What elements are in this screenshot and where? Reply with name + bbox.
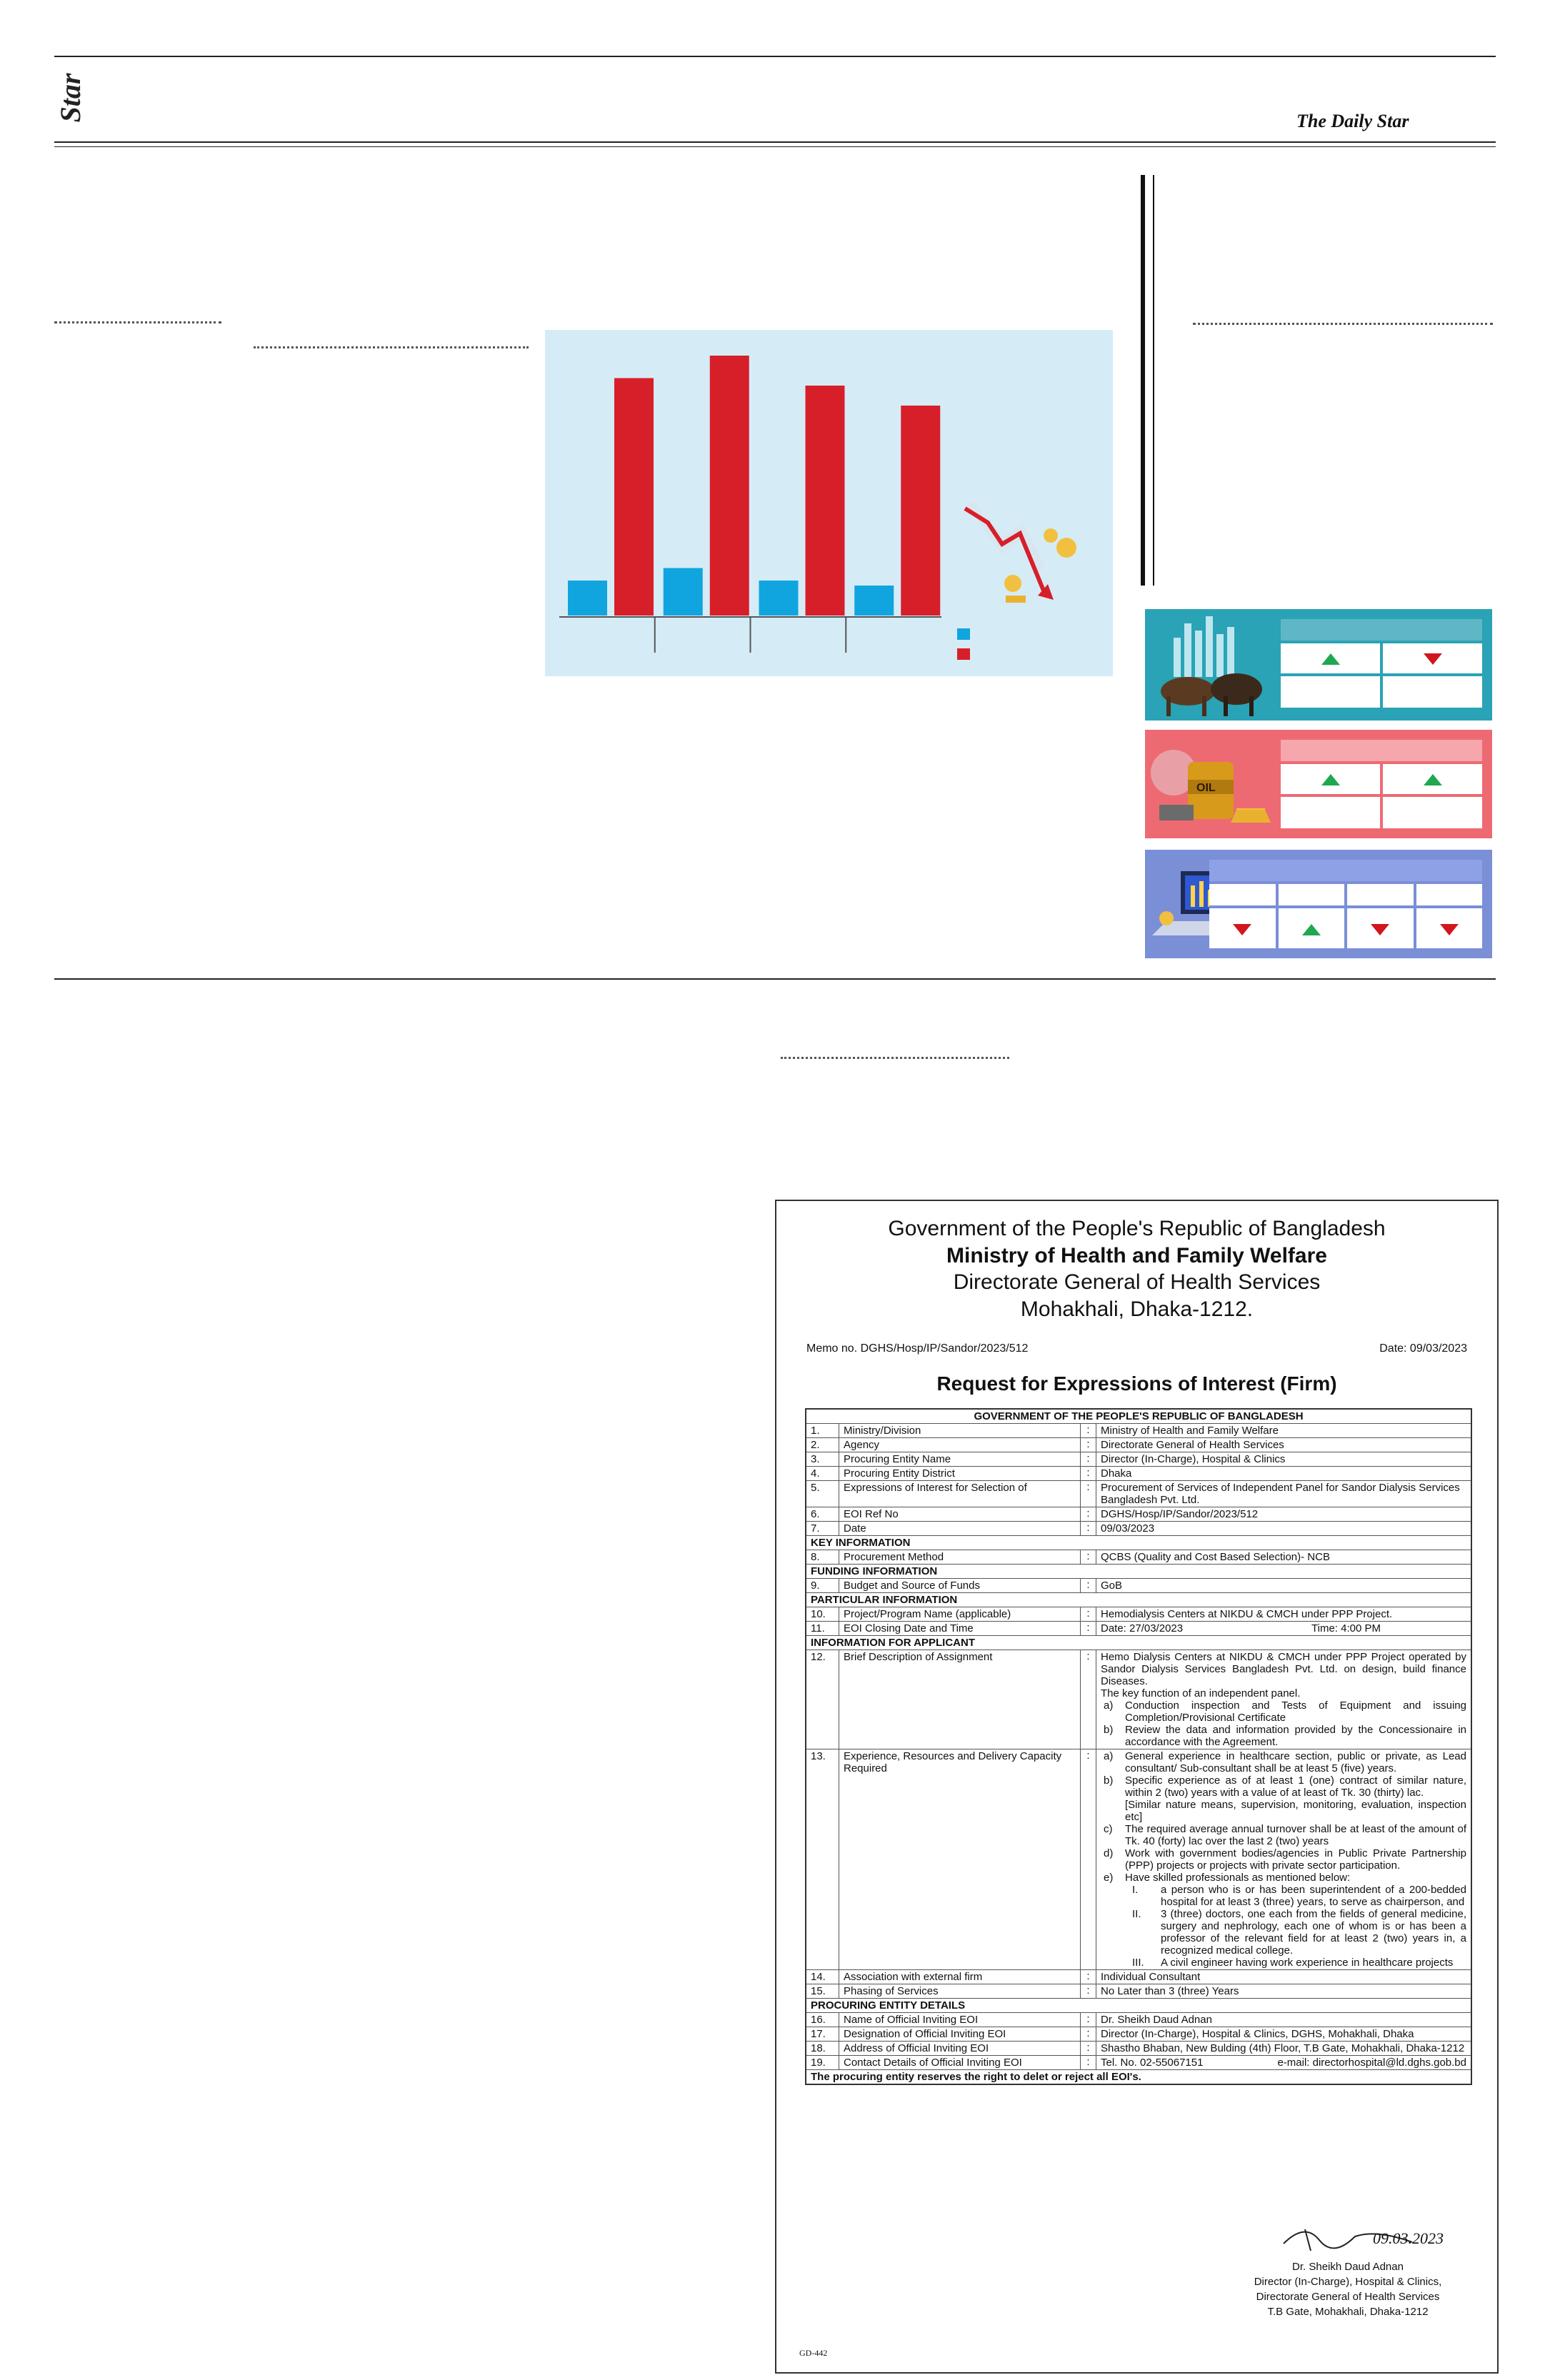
list-item bbox=[1101, 1847, 1466, 1872]
row-no: 17. bbox=[806, 2027, 839, 2041]
row-value bbox=[1096, 1650, 1471, 1749]
row-label: Procurement Method bbox=[839, 1550, 1081, 1564]
declining-arrow-icon bbox=[965, 501, 1076, 603]
table-row bbox=[806, 1550, 1471, 1565]
list-subitem bbox=[1101, 1908, 1466, 1957]
list-item bbox=[1101, 1774, 1466, 1823]
market-table bbox=[1281, 740, 1482, 828]
row-no: 6. bbox=[806, 1507, 839, 1521]
eoi-notice bbox=[775, 1200, 1499, 2374]
top-rule bbox=[54, 56, 1496, 57]
assignment-description: Hemo Dialysis Centers at NIKDU & CMCH under PPP Project operated by Sandor Dialysis Services Bangladesh Pvt. Ltd. on design, build finance Diseases. bbox=[1101, 1651, 1466, 1687]
table-row bbox=[806, 1622, 1471, 1636]
table-header: GOVERNMENT OF THE PEOPLE'S REPUBLIC OF BANGLADESH bbox=[974, 1410, 1304, 1422]
side-logo: Star bbox=[54, 73, 86, 123]
row-value: Director (In-Charge), Hospital & Clinics, DGHS, Mohakhali, Dhaka bbox=[1101, 2028, 1414, 2040]
list-item bbox=[1101, 1823, 1466, 1847]
row-colon: : bbox=[1081, 1424, 1096, 1437]
bar bbox=[614, 378, 654, 616]
table-row bbox=[806, 2027, 1471, 2042]
row-no: 8. bbox=[806, 1550, 839, 1564]
row-value: DGHS/Hosp/IP/Sandor/2023/512 bbox=[1101, 1508, 1259, 1520]
market-table-header bbox=[1281, 740, 1482, 761]
list-text: Specific experience as of at least 1 (one) contract of similar nature, within 2 (two) years with a value of at least of Tk. 30 (thirty) lac. bbox=[1125, 1774, 1466, 1799]
row-value: Procurement of Services of Independent Panel for Sandor Dialysis Services Bangladesh Pvt. Ltd. bbox=[1101, 1482, 1460, 1506]
arrow-up-icon bbox=[1302, 924, 1321, 935]
masthead-brand: The Daily Star bbox=[1296, 111, 1409, 131]
legend-swatch bbox=[957, 628, 970, 640]
table-row bbox=[806, 1452, 1471, 1467]
list-tag: I. bbox=[1132, 1884, 1139, 1896]
row-no: 14. bbox=[806, 1970, 839, 1984]
arrow-up-icon bbox=[1321, 653, 1340, 665]
signature-date: 09.03.2023 bbox=[1373, 2229, 1444, 2247]
row-no: 5. bbox=[806, 1481, 839, 1507]
table-row bbox=[806, 1438, 1471, 1452]
section-particular-information: PARTICULAR INFORMATION bbox=[806, 1593, 1471, 1607]
table-row bbox=[806, 1650, 1471, 1749]
row-value bbox=[1096, 2056, 1471, 2069]
row-label: Association with external firm bbox=[839, 1970, 1081, 1984]
oil-gold-illustration bbox=[1145, 730, 1277, 838]
list-tag: II. bbox=[1132, 1908, 1141, 1920]
row-value: Hemodialysis Centers at NIKDU & CMCH under PPP Project. bbox=[1101, 1608, 1393, 1620]
row-colon: : bbox=[1081, 1550, 1096, 1564]
notice-head-1: Government of the People's Republic of Bangladesh bbox=[888, 1217, 1386, 1240]
row-colon: : bbox=[1081, 1650, 1096, 1749]
market-cell bbox=[1347, 884, 1414, 905]
bar bbox=[901, 406, 940, 616]
assignment-key-function: The key function of an independent panel. bbox=[1101, 1687, 1301, 1699]
list-tag: b) bbox=[1104, 1774, 1114, 1787]
row-colon: : bbox=[1081, 1452, 1096, 1466]
bar-chart bbox=[545, 330, 1113, 676]
row-value: QCBS (Quality and Cost Based Selection)- NCB bbox=[1101, 1551, 1330, 1563]
market-cell bbox=[1279, 908, 1345, 948]
row-label: Designation of Official Inviting EOI bbox=[839, 2027, 1081, 2041]
row-label: Brief Description of Assignment bbox=[839, 1650, 1081, 1749]
notice-head-3: Directorate General of Health Services bbox=[953, 1270, 1321, 1294]
market-cell bbox=[1383, 676, 1482, 708]
row-label: Ministry/Division bbox=[839, 1424, 1081, 1437]
list-item bbox=[1101, 1750, 1466, 1774]
row-label: Name of Official Inviting EOI bbox=[839, 2013, 1081, 2027]
signer-name: Dr. Sheikh Daud Adnan bbox=[1292, 2261, 1404, 2273]
signer-line-1: Director (In-Charge), Hospital & Clinics, bbox=[1254, 2276, 1442, 2288]
row-label: Experience, Resources and Delivery Capacity Required bbox=[839, 1749, 1081, 1969]
row-no: 15. bbox=[806, 1984, 839, 1998]
arrow-up-icon bbox=[1321, 774, 1340, 785]
row-value: Ministry of Health and Family Welfare bbox=[1101, 1425, 1279, 1437]
row-colon: : bbox=[1081, 2042, 1096, 2055]
row-label: Contact Details of Official Inviting EOI bbox=[839, 2056, 1081, 2069]
row-colon: : bbox=[1081, 1467, 1096, 1480]
arrow-down-icon bbox=[1440, 924, 1459, 935]
masthead-rule-thin bbox=[54, 146, 1496, 147]
row-label: Procuring Entity Name bbox=[839, 1452, 1081, 1466]
list-text: The required average annual turnover shall be at least of the amount of Tk. 40 (forty) lac over the last 2 (two) years bbox=[1125, 1823, 1466, 1847]
market-table-header bbox=[1209, 860, 1482, 881]
vertical-rule bbox=[1141, 175, 1145, 586]
row-value: GoB bbox=[1101, 1580, 1123, 1592]
row-value: Individual Consultant bbox=[1101, 1971, 1201, 1983]
forex-panel bbox=[1145, 850, 1492, 958]
row-value bbox=[1096, 1749, 1471, 1969]
row-no: 2. bbox=[806, 1438, 839, 1452]
market-cell bbox=[1209, 884, 1276, 905]
row-colon: : bbox=[1081, 1438, 1096, 1452]
list-text-note: [Similar nature means, supervision, monitoring, evaluation, inspection etc] bbox=[1125, 1799, 1466, 1823]
market-cell bbox=[1383, 643, 1482, 673]
list-tag: a) bbox=[1104, 1750, 1114, 1762]
market-cell bbox=[1347, 908, 1414, 948]
table-row bbox=[806, 1467, 1471, 1481]
list-tag: b) bbox=[1104, 1724, 1114, 1736]
table-row bbox=[806, 1481, 1471, 1507]
notice-code: GD-442 bbox=[799, 2348, 828, 2358]
bar bbox=[710, 356, 749, 616]
masthead-rule bbox=[54, 141, 1496, 143]
list-tag: a) bbox=[1104, 1699, 1114, 1712]
table-row bbox=[806, 2056, 1471, 2070]
row-label: Date bbox=[839, 1522, 1081, 1535]
table-row bbox=[806, 1579, 1471, 1593]
market-cell bbox=[1281, 643, 1380, 673]
row-label: Budget and Source of Funds bbox=[839, 1579, 1081, 1592]
row-no: 13. bbox=[806, 1749, 839, 1969]
list-tag: d) bbox=[1104, 1847, 1114, 1859]
footer-note: The procuring entity reserves the right to delet or reject all EOI's. bbox=[811, 2071, 1141, 2083]
row-no: 4. bbox=[806, 1467, 839, 1480]
row-colon: : bbox=[1081, 1970, 1096, 1984]
arrow-down-icon bbox=[1233, 924, 1251, 935]
arrow-down-icon bbox=[1371, 924, 1389, 935]
dotted-rule-chart bbox=[254, 346, 529, 348]
market-table-header bbox=[1281, 619, 1482, 641]
row-value: Dr. Sheikh Daud Adnan bbox=[1101, 2014, 1212, 2026]
row-value: Shastho Bhaban, New Bulding (4th) Floor, T.B Gate, Mohakhali, Dhaka-1212 bbox=[1101, 2042, 1465, 2054]
eoi-table bbox=[805, 1408, 1472, 2085]
section-rule bbox=[54, 978, 1496, 980]
row-no: 3. bbox=[806, 1452, 839, 1466]
row-label: EOI Ref No bbox=[839, 1507, 1081, 1521]
market-cell bbox=[1281, 676, 1380, 708]
bull-bear-illustration bbox=[1145, 609, 1277, 720]
table-row bbox=[806, 2013, 1471, 2027]
list-item bbox=[1101, 1699, 1466, 1724]
market-cell bbox=[1281, 797, 1380, 828]
list-tag: e) bbox=[1104, 1872, 1114, 1884]
row-label: Expressions of Interest for Selection of bbox=[839, 1481, 1081, 1507]
table-row bbox=[806, 1970, 1471, 1984]
row-no: 16. bbox=[806, 2013, 839, 2027]
table-row bbox=[806, 1984, 1471, 1999]
dotted-rule-notice bbox=[781, 1057, 1009, 1059]
row-colon: : bbox=[1081, 2013, 1096, 2027]
market-cell bbox=[1383, 764, 1482, 794]
row-label: Agency bbox=[839, 1438, 1081, 1452]
section-funding-information: FUNDING INFORMATION bbox=[806, 1565, 1471, 1579]
signer-line-3: T.B Gate, Mohakhali, Dhaka-1212 bbox=[1267, 2306, 1429, 2318]
closing-time: Time: 4:00 PM bbox=[1311, 1622, 1381, 1635]
row-no: 19. bbox=[806, 2056, 839, 2069]
bar-chart-panel bbox=[545, 330, 1113, 676]
market-cell bbox=[1383, 797, 1482, 828]
market-table bbox=[1281, 619, 1482, 709]
closing-date: Date: 27/03/2023 bbox=[1101, 1622, 1184, 1635]
list-subitem bbox=[1101, 1884, 1466, 1908]
vertical-rule-thin bbox=[1153, 175, 1154, 586]
bar bbox=[568, 581, 607, 616]
list-text: Work with government bodies/agencies in Public Private Partnership (PPP) projects or projects with private sector participation. bbox=[1125, 1847, 1466, 1872]
market-cell bbox=[1281, 764, 1380, 794]
bar bbox=[664, 568, 703, 616]
list-text: General experience in healthcare section, public or private, as Lead consultant/ Sub-consultant shall be at least 5 (five) years. bbox=[1125, 1750, 1466, 1774]
row-label: Project/Program Name (applicable) bbox=[839, 1607, 1081, 1621]
row-colon: : bbox=[1081, 1507, 1096, 1521]
row-no: 10. bbox=[806, 1607, 839, 1621]
list-text: a person who is or has been superintendent of a 200-bedded hospital for at least 3 (three) years, to serve as chairperson, and bbox=[1161, 1884, 1466, 1908]
section-information-for-applicant: INFORMATION FOR APPLICANT bbox=[806, 1636, 1471, 1650]
contact-email: e-mail: directorhospital@ld.dghs.gob.bd bbox=[1277, 2057, 1466, 2069]
row-colon: : bbox=[1081, 1984, 1096, 1998]
table-row bbox=[806, 1749, 1471, 1970]
market-cell bbox=[1416, 884, 1483, 905]
row-label: EOI Closing Date and Time bbox=[839, 1622, 1081, 1635]
list-tag: c) bbox=[1104, 1823, 1113, 1835]
row-label: Phasing of Services bbox=[839, 1984, 1081, 1998]
list-text: Have skilled professionals as mentioned below: bbox=[1125, 1872, 1351, 1884]
row-no: 7. bbox=[806, 1522, 839, 1535]
row-value bbox=[1096, 1622, 1471, 1635]
row-colon: : bbox=[1081, 1749, 1096, 1969]
row-colon: : bbox=[1081, 1481, 1096, 1507]
table-row bbox=[806, 1507, 1471, 1522]
row-value: 09/03/2023 bbox=[1101, 1522, 1155, 1535]
row-colon: : bbox=[1081, 1522, 1096, 1535]
row-value: Director (In-Charge), Hospital & Clinics bbox=[1101, 1453, 1286, 1465]
section-key-information: KEY INFORMATION bbox=[806, 1536, 1471, 1550]
row-colon: : bbox=[1081, 1579, 1096, 1592]
row-value: Directorate General of Health Services bbox=[1101, 1439, 1284, 1451]
dotted-rule-left bbox=[54, 321, 221, 323]
list-text: 3 (three) doctors, one each from the fields of general medicine, surgery and nephrology, each one of whom is or has been a professor of the relevant field for at least 2 (two) years in, a recognized medical college. bbox=[1161, 1908, 1466, 1957]
arrow-down-icon bbox=[1424, 653, 1442, 665]
market-table bbox=[1209, 860, 1482, 948]
row-colon: : bbox=[1081, 2027, 1096, 2041]
list-item bbox=[1101, 1872, 1466, 1884]
memo-date: Date: 09/03/2023 bbox=[1379, 1342, 1467, 1355]
list-text: Conduction inspection and Tests of Equipment and issuing Completion/Provisional Certificate bbox=[1125, 1699, 1466, 1724]
arrow-up-icon bbox=[1424, 774, 1442, 785]
table-row bbox=[806, 2042, 1471, 2056]
list-tag: III. bbox=[1132, 1957, 1144, 1969]
bar bbox=[759, 581, 799, 616]
list-text: A civil engineer having work experience in healthcare projects bbox=[1161, 1957, 1454, 1969]
signer-line-2: Directorate General of Health Services bbox=[1256, 2291, 1440, 2303]
dotted-rule-right bbox=[1193, 323, 1493, 325]
table-row bbox=[806, 1522, 1471, 1536]
row-value: Dhaka bbox=[1101, 1467, 1132, 1480]
list-subitem bbox=[1101, 1957, 1466, 1969]
row-no: 12. bbox=[806, 1650, 839, 1749]
row-label: Procuring Entity District bbox=[839, 1467, 1081, 1480]
table-row bbox=[806, 1424, 1471, 1438]
market-cell bbox=[1209, 908, 1276, 948]
table-row bbox=[806, 1607, 1471, 1622]
commodity-panel bbox=[1145, 730, 1492, 838]
notice-title: Request for Expressions of Interest (Firm) bbox=[936, 1372, 1337, 1395]
market-cell bbox=[1416, 908, 1483, 948]
oil-label: OIL bbox=[1196, 782, 1216, 794]
bar bbox=[854, 586, 894, 616]
row-value: No Later than 3 (three) Years bbox=[1101, 1985, 1239, 1997]
row-no: 1. bbox=[806, 1424, 839, 1437]
memo-number: Memo no. DGHS/Hosp/IP/Sandor/2023/512 bbox=[806, 1342, 1029, 1355]
list-item bbox=[1101, 1724, 1466, 1748]
row-label: Address of Official Inviting EOI bbox=[839, 2042, 1081, 2055]
bar bbox=[806, 386, 845, 616]
row-colon: : bbox=[1081, 1607, 1096, 1621]
row-no: 18. bbox=[806, 2042, 839, 2055]
row-colon: : bbox=[1081, 2056, 1096, 2069]
signer-block bbox=[1219, 2259, 1476, 2319]
row-colon: : bbox=[1081, 1622, 1096, 1635]
notice-head-2: Ministry of Health and Family Welfare bbox=[946, 1244, 1327, 1267]
legend-swatch bbox=[957, 648, 970, 660]
row-no: 11. bbox=[806, 1622, 839, 1635]
market-cell bbox=[1279, 884, 1345, 905]
section-procuring-entity-details: PROCURING ENTITY DETAILS bbox=[806, 1999, 1471, 2013]
stock-market-panel bbox=[1145, 609, 1492, 720]
contact-tel: Tel. No. 02-55067151 bbox=[1101, 2057, 1204, 2069]
notice-head-4: Mohakhali, Dhaka-1212. bbox=[1020, 1297, 1254, 1321]
row-no: 9. bbox=[806, 1579, 839, 1592]
list-text: Review the data and information provided by the Concessionaire in accordance with the Agreement. bbox=[1125, 1724, 1466, 1748]
